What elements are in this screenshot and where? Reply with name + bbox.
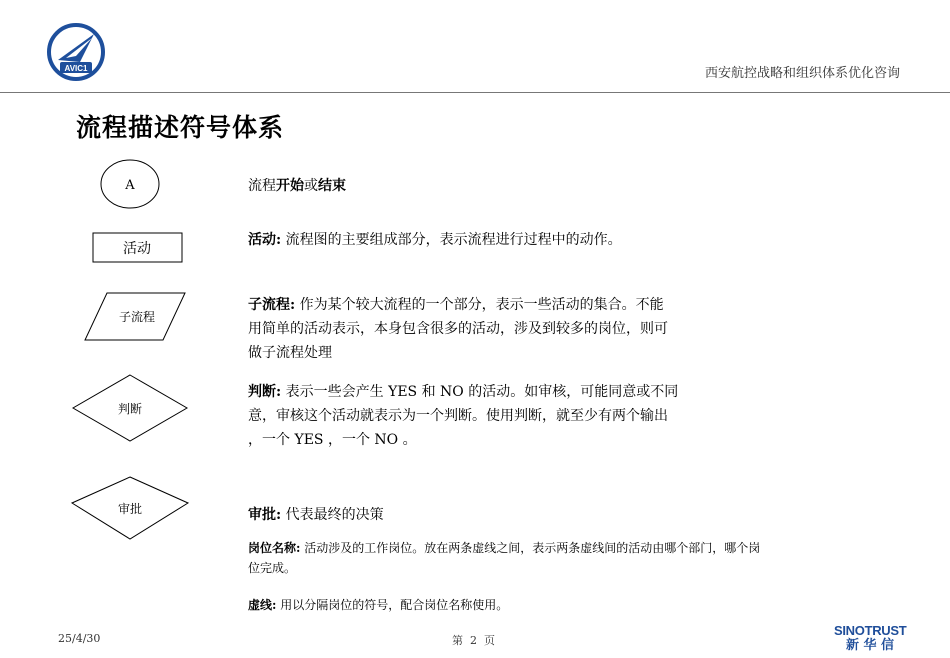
position-name-description: [248, 538, 908, 578]
approval-description-label: 审批:: [248, 507, 282, 523]
start-end-symbol-label: A: [125, 178, 135, 193]
approval-symbol-label: 审批: [117, 502, 143, 516]
position-name-label: 岗位名称:: [248, 541, 301, 555]
start-end-text-start: 开始: [276, 178, 304, 194]
activity-description-text: 流程图的主要组成部分，表示流程进行过程中的动作。: [285, 232, 622, 248]
sinotrust-logo-en: SINOTRUST: [834, 623, 907, 638]
subprocess-description: [248, 293, 768, 365]
footer-date: 25/4/30: [58, 632, 101, 645]
dashed-line-description: [248, 595, 508, 615]
position-name-line1: 活动涉及的工作岗位。放在两条虚线之间，表示两条虚线间的活动由哪个部门，哪个岗: [304, 541, 761, 555]
dashed-line-text: 用以分隔岗位的符号，配合岗位名称使用。: [280, 598, 509, 612]
page-title: 流程描述符号体系: [76, 113, 285, 142]
decision-description-label: 判断:: [248, 384, 282, 400]
subprocess-description-line3: 做子流程处理: [248, 345, 332, 361]
symbols-column: [0, 0, 230, 658]
decision-description-line1: 表示一些会产生 YES 和 NO 的活动。如审核，可能同意或不同: [285, 384, 679, 400]
subprocess-description-line2: 用简单的活动表示，本身包含很多的活动，涉及到较多的岗位，则可: [248, 321, 668, 337]
approval-description: [248, 503, 384, 527]
start-end-text-or: 或: [304, 178, 318, 194]
dashed-line-label: 虚线:: [248, 598, 277, 612]
activity-description-label: 活动:: [248, 232, 282, 248]
page-number: 2: [470, 634, 477, 647]
logo-text: AVIC1: [64, 64, 88, 73]
activity-symbol-label: 活动: [123, 241, 151, 257]
page-suffix: 页: [484, 634, 495, 647]
subprocess-symbol-label: 子流程: [118, 310, 156, 324]
start-end-description: [248, 174, 346, 198]
activity-description: [248, 228, 622, 252]
subprocess-description-line1: 作为某个较大流程的一个部分，表示一些活动的集合。不能: [299, 297, 664, 313]
approval-description-text: 代表最终的决策: [285, 507, 384, 523]
decision-symbol-label: 判断: [117, 402, 143, 416]
start-end-text-1: 流程: [248, 178, 276, 194]
sinotrust-logo-cn: 新 华 信: [845, 638, 895, 653]
footer-page: [452, 632, 495, 648]
position-name-line2: 位完成。: [248, 561, 297, 575]
page-prefix: 第: [452, 634, 463, 647]
subprocess-description-label: 子流程:: [248, 297, 296, 313]
header-subtitle: 西安航控战略和组织体系优化咨询: [704, 66, 900, 81]
start-end-text-end: 结束: [318, 178, 346, 194]
decision-description-line3: ，一个 YES ，一个 NO 。: [248, 432, 417, 448]
sinotrust-logo: [834, 624, 906, 653]
decision-description: [248, 380, 768, 452]
decision-description-line2: 意，审核这个活动就表示为一个判断。使用判断，就至少有两个输出: [248, 408, 668, 424]
